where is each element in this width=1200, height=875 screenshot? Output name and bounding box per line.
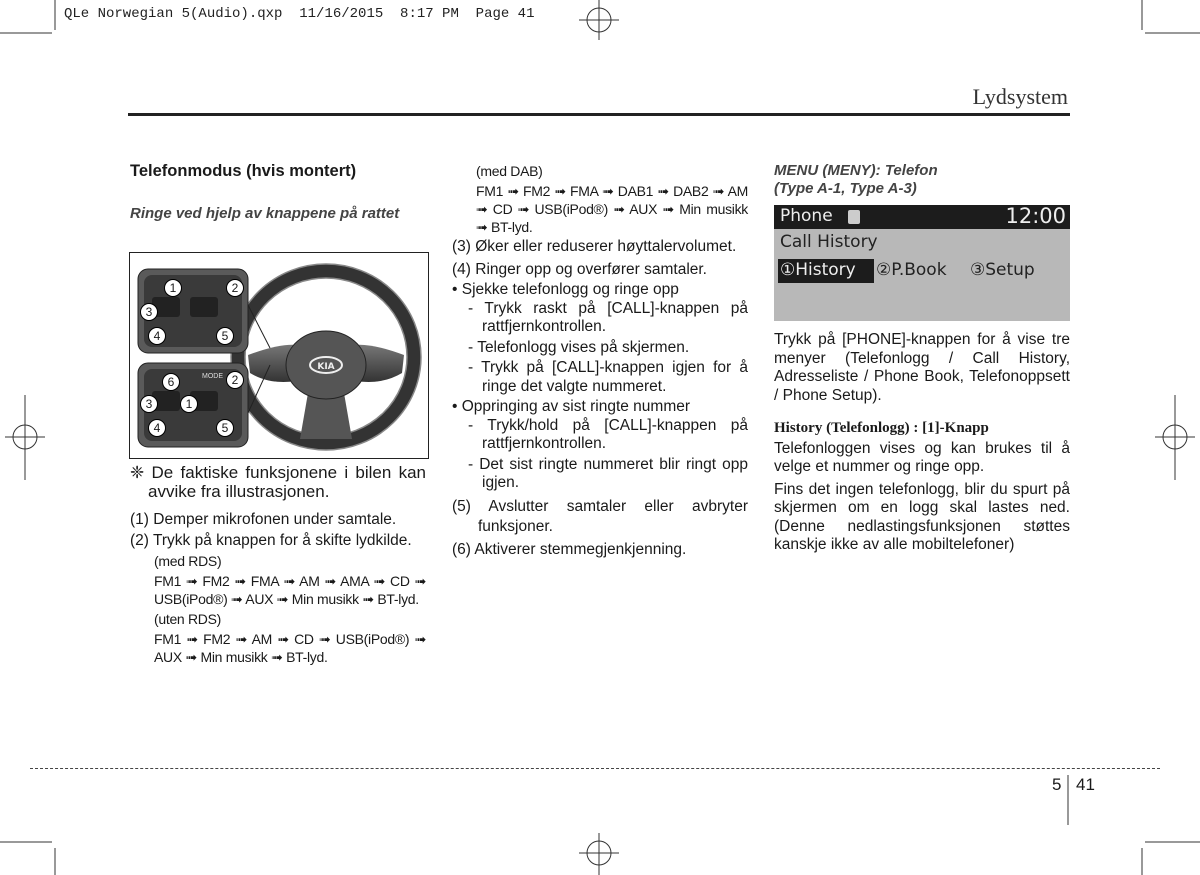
download-paragraph: Fins det ingen telefonlogg, blir du spurt på skjermen om en logg skal lastes ned. (Denne nedlastingsfunksjonen støttes kanskje ikke av alle mobiltelefoner) xyxy=(774,480,1070,553)
history-heading: History (Telefonlogg) : [1]-Knapp xyxy=(774,420,989,436)
bullet-2-sub-1: - Trykk/hold på [CALL]-knappen på rattfjernkontrollen. xyxy=(468,416,748,452)
rds-sequence: FM1 ➟ FM2 ➟ FMA ➟ AM ➟ AMA ➟ CD ➟ USB(iPod®) ➟ AUX ➟ Min musikk ➟ BT-lyd. xyxy=(154,573,426,607)
callout-4b: 4 xyxy=(148,419,166,437)
bluetooth-icon xyxy=(848,210,860,224)
callout-3: 3 xyxy=(140,303,158,321)
right-column-body xyxy=(774,331,1070,555)
screen-option-setup[interactable]: ③Setup xyxy=(970,260,1035,280)
chapter-number: 5 xyxy=(1052,775,1062,794)
callout-2: 2 xyxy=(226,279,244,297)
bullet-1-sub-3: - Trykk på [CALL]-knappen igjen for å ringe det valgte nummeret. xyxy=(468,359,748,395)
left-column-body xyxy=(130,463,426,666)
left-column xyxy=(130,162,426,223)
header-rule xyxy=(128,113,1070,116)
bullet-1-sub-2: - Telefonlogg vises på skjermen. xyxy=(468,338,690,356)
bullet-2-sub-2: - Det sist ringte nummeret blir ringt opp igjen. xyxy=(468,455,748,491)
item-4: (4) Ringer opp og overfører samtaler. xyxy=(452,260,707,278)
bullet-1-sub-1: - Trykk raskt på [CALL]-knappen på rattfjernkontrollen. xyxy=(468,299,748,335)
item-3: (3) Øker eller reduserer høyttalervolumet. xyxy=(452,238,737,255)
phone-paragraph: Trykk på [PHONE]-knappen for å vise tre menyer (Telefonlogg / Call History, Adresseliste / Phone Book, Telefonoppsett / Phone Setup). xyxy=(774,331,1070,404)
page-number: 41 xyxy=(1076,775,1095,794)
callout-1: 1 xyxy=(164,279,182,297)
no-rds-label: (uten RDS) xyxy=(154,611,222,627)
subheading: Ringe ved hjelp av knappene på rattet xyxy=(130,204,400,222)
phone-screen xyxy=(774,205,1070,321)
callout-1b: 1 xyxy=(180,395,198,413)
rds-label: (med RDS) xyxy=(154,553,222,569)
footer-rule xyxy=(30,768,1160,769)
item-2: (2) Trykk på knappen for å skifte lydkilde. xyxy=(130,531,412,549)
menu-type: (Type A-1, Type A-3) xyxy=(774,180,917,197)
item-1: (1) Demper mikrofonen under samtale. xyxy=(130,511,397,528)
svg-text:KIA: KIA xyxy=(317,362,335,372)
dab-sequence: FM1 ➟ FM2 ➟ FMA ➟ DAB1 ➟ DAB2 ➟ AM ➟ CD ➟ USB(iPod®) ➟ AUX ➟ Min musikk ➟ BT-lyd. xyxy=(476,183,748,235)
item-6: (6) Aktiverer stemmegjenkjenning. xyxy=(452,540,687,558)
screen-time: 12:00 xyxy=(1005,204,1066,228)
no-rds-sequence: FM1 ➟ FM2 ➟ AM ➟ CD ➟ USB(iPod®) ➟ AUX ➟ Min musikk ➟ BT-lyd. xyxy=(154,631,426,665)
steering-wheel-figure xyxy=(129,252,429,459)
note: ❈ De faktiske funksjonene i bilen kan avvike fra illustrasjonen. xyxy=(130,463,426,501)
callout-5b: 5 xyxy=(216,419,234,437)
callout-3b: 3 xyxy=(140,395,158,413)
bullet-check-log: • Sjekke telefonlogg og ringe opp xyxy=(452,281,679,298)
callout-2b: 2 xyxy=(226,371,244,389)
callout-6: 6 xyxy=(162,373,180,391)
item-5: (5) Avslutter samtaler eller avbryter funksjoner. xyxy=(452,497,748,535)
section-heading: Telefonmodus (hvis montert) xyxy=(130,162,357,180)
callout-4: 4 xyxy=(148,327,166,345)
bullet-redial: • Oppringing av sist ringte nummer xyxy=(452,398,691,415)
screen-heading: Call History xyxy=(780,232,878,252)
dab-label: (med DAB) xyxy=(476,163,543,179)
screen-mode: Phone xyxy=(780,206,833,226)
print-header: QLe Norwegian 5(Audio).qxp 11/16/2015 8:17 PM Page 41 xyxy=(64,6,535,22)
history-paragraph: Telefonloggen vises og kan brukes til å velge et nummer og ringe opp. xyxy=(774,439,1070,475)
menu-title: MENU (MENY): Telefon xyxy=(774,162,938,179)
screen-option-phonebook[interactable]: ②P.Book xyxy=(876,260,947,280)
mode-button-label: MODE xyxy=(202,373,223,380)
callout-5: 5 xyxy=(216,327,234,345)
right-column xyxy=(774,162,1070,198)
middle-column xyxy=(452,162,748,559)
screen-option-history[interactable]: ①History xyxy=(780,260,856,280)
section-title: Lydsystem xyxy=(972,84,1068,109)
